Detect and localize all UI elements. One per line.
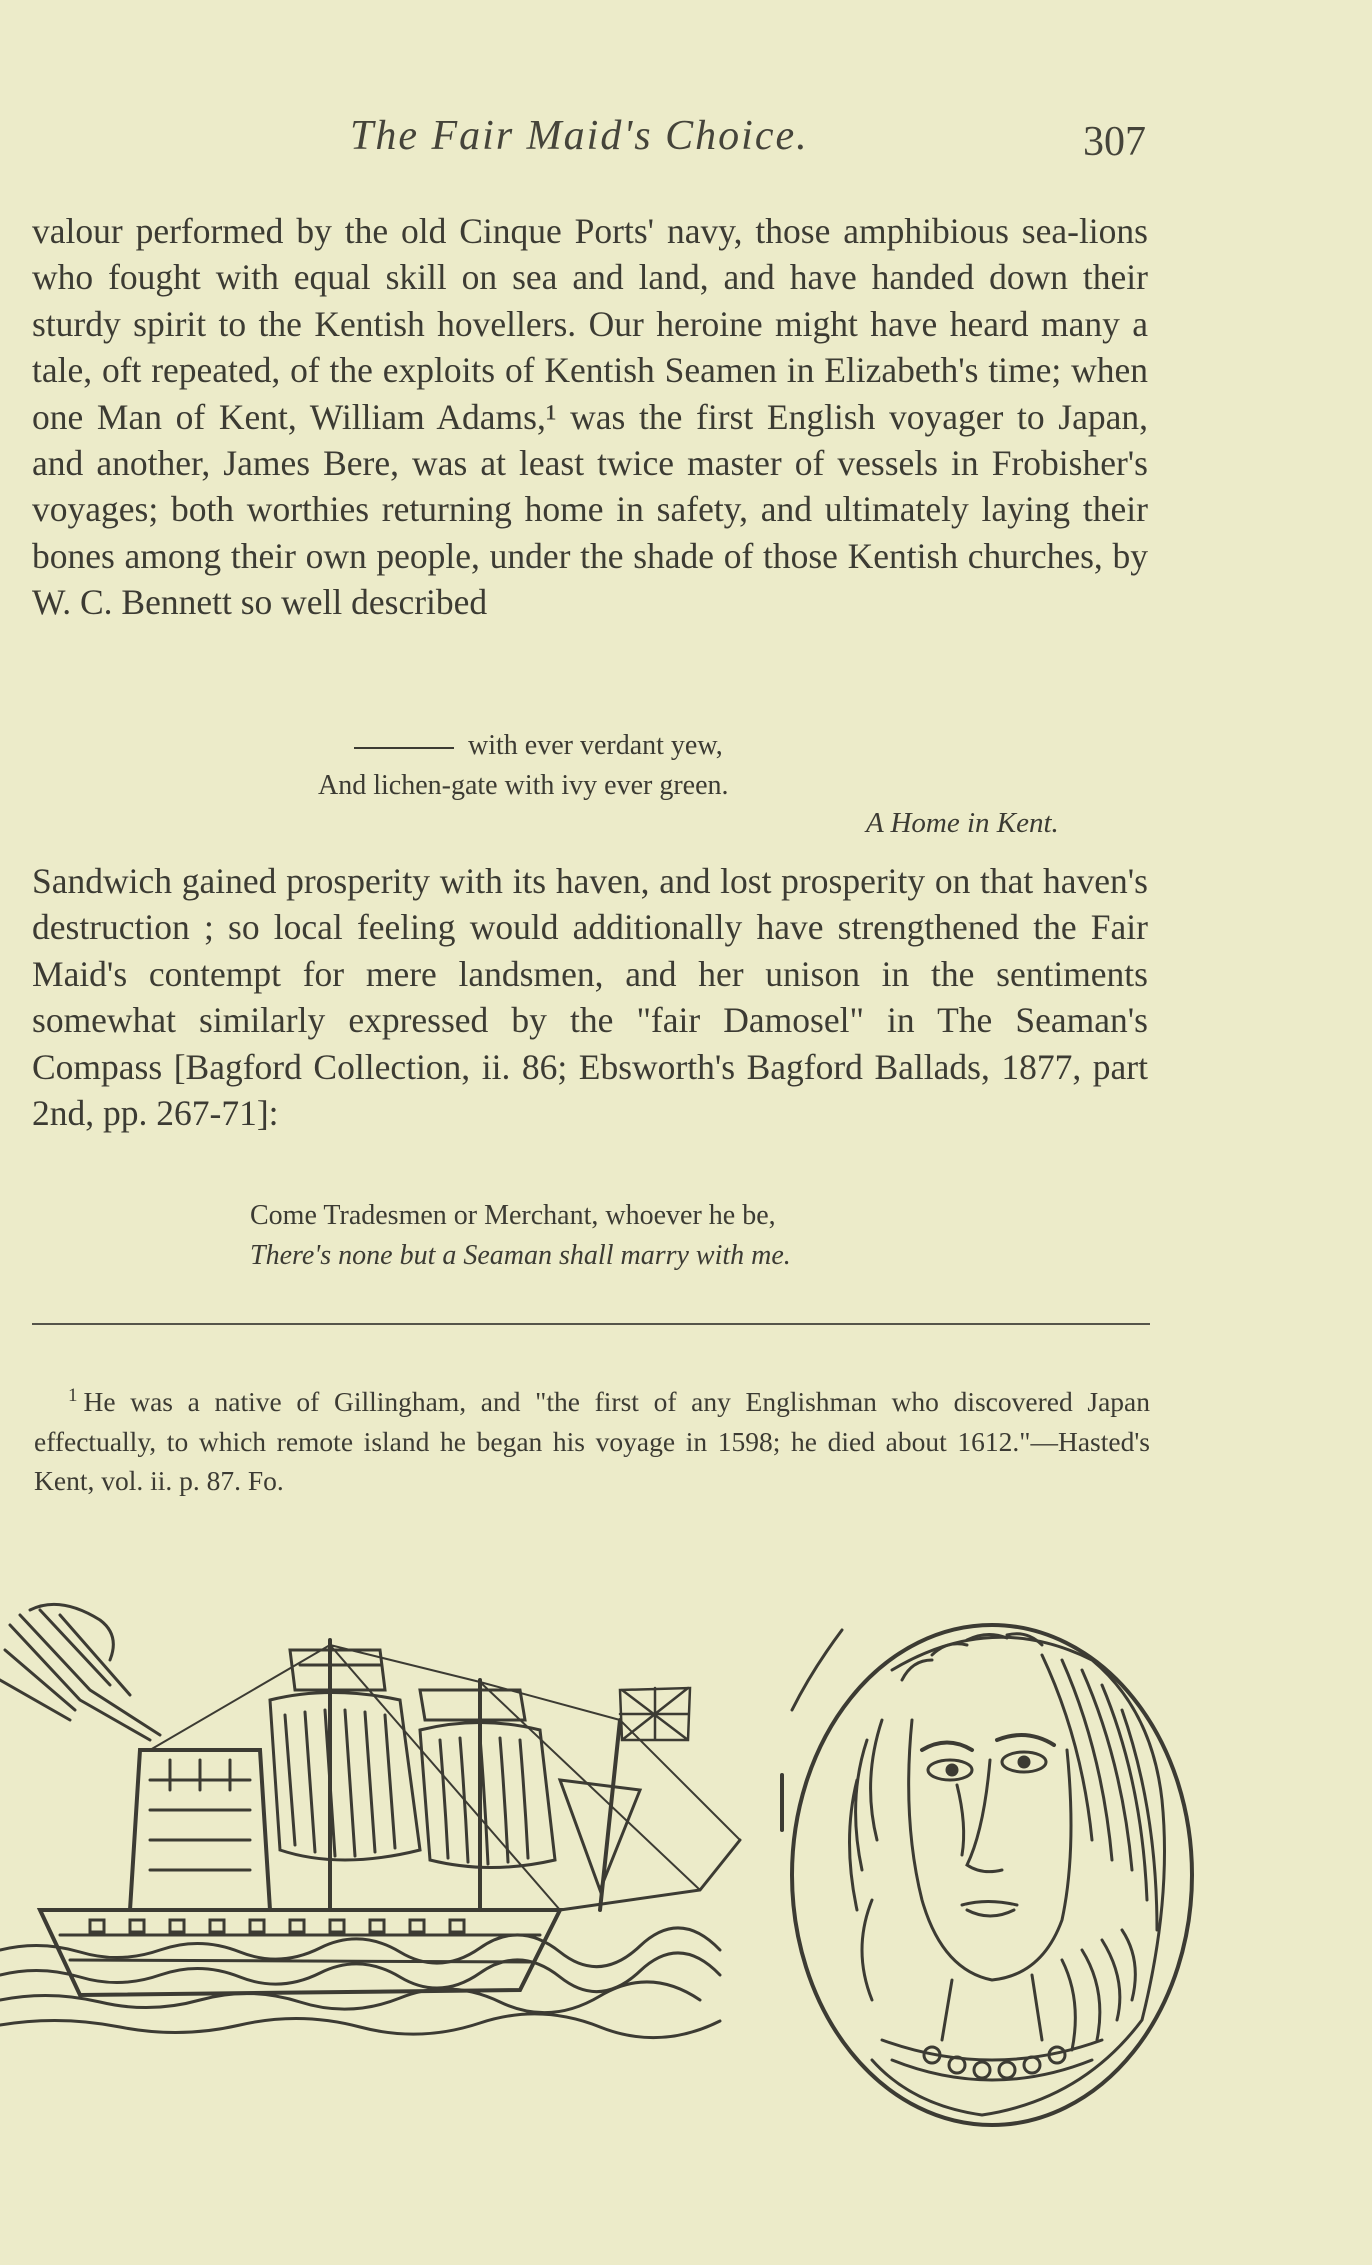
woodcut-ship-icon xyxy=(0,1590,745,2070)
running-head xyxy=(0,112,1372,172)
dash-rule xyxy=(354,747,454,749)
footnote-text: He was a native of Gillingham, and "the first of any Englishman who discovered Japan effectually, to which remote island he began his voyage in 1598; he died about 1612."—Hasted's Kent, vol. ii. p. 87. Fo. xyxy=(34,1386,1150,1497)
page-number: 307 xyxy=(1083,119,1146,165)
paragraph-2: Sandwich gained prosperity with its haven, and lost prosperity on that haven's destruction ; so local feeling would additionally have strengthened the Fair Maid's contempt for mere landsmen, and her unison in the sentiments somewhat similarly expressed by the "fair Damosel" in The Seaman's Compass [Bagford Collection, ii. 86; Ebsworth's Bagford Ballads, 1877, part 2nd, pp. 267-71]: xyxy=(32,861,1148,1134)
verse-line: There's none but a Seaman shall marry with me. xyxy=(250,1240,791,1271)
verse-line: And lichen-gate with ivy ever green. xyxy=(318,770,729,801)
verse-quotation-2 xyxy=(250,1196,791,1276)
verse-line xyxy=(318,726,729,766)
paragraph-1: valour performed by the old Cinque Ports' navy, those amphibious sea-lions who fought with equal skill on sea and land, and have handed down their sturdy spirit to the Kentish hovellers. Our heroine might have heard many a tale, oft repeated, of the exploits of Kentish Seamen in Elizabeth's time; when one Man of Kent, William Adams,¹ was the first English voyager to Japan, and another, James Bere, was at least twice master of vessels in Frobisher's voyages; both worthies returning home in safety, and ultimately laying their bones among their own people, under the shade of those Kentish churches, by W. C. Bennett so well described xyxy=(32,211,1148,623)
verse-attribution: A Home in Kent. xyxy=(866,807,1059,839)
verse-quotation-1 xyxy=(318,726,729,806)
footnote-marker: 1 xyxy=(68,1385,78,1406)
running-title: The Fair Maid's Choice. xyxy=(350,113,809,159)
woodcut-portrait-icon xyxy=(762,1600,1202,2130)
footnote xyxy=(34,1376,1150,1501)
footnote-rule xyxy=(32,1323,1150,1325)
verse-line: Come Tradesmen or Merchant, whoever he be, xyxy=(250,1200,776,1231)
verse-line-text: with ever verdant yew, xyxy=(468,730,723,761)
